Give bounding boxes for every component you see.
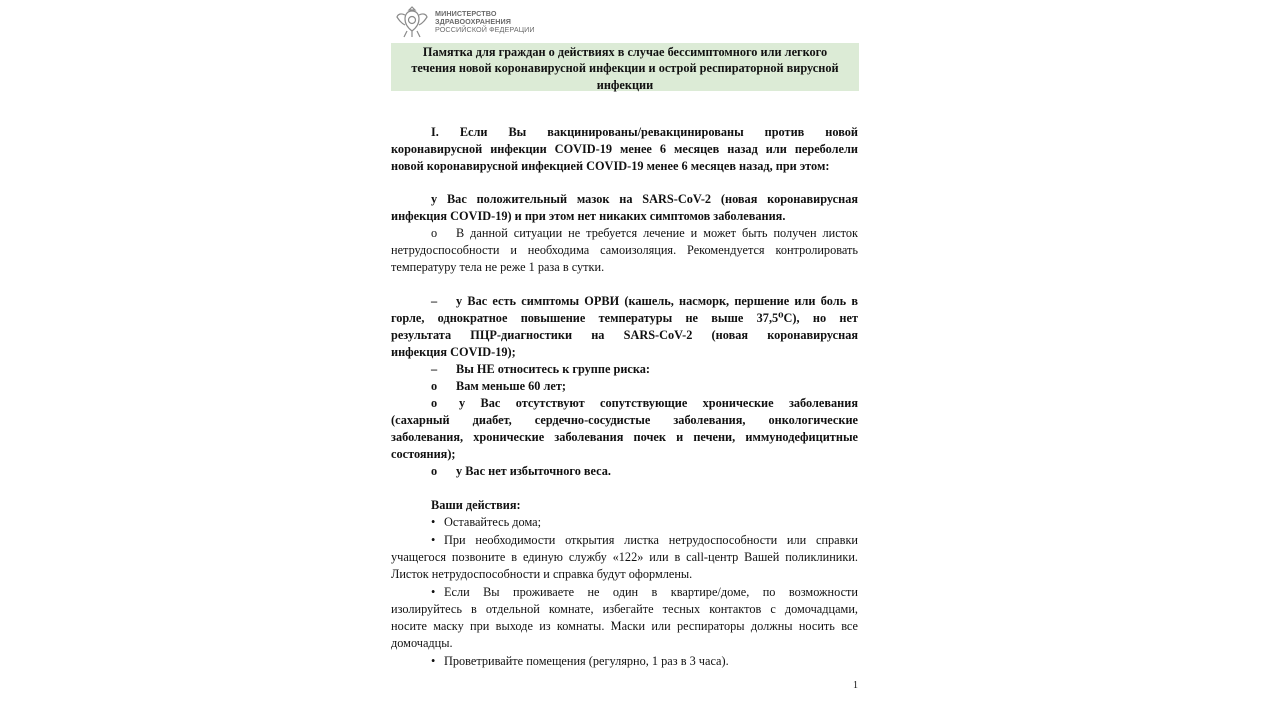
risk-chronic-line-1: у Вас отсутствуют сопутствующие хронические заболевания — [459, 396, 858, 410]
action-3-line-4: домочадцы. — [391, 636, 453, 650]
ministry-line-1: МИНИСТЕРСТВО — [435, 9, 497, 18]
action-1-bullet: • — [431, 515, 436, 529]
section-1-line-1: I. Если Вы вакцинированы/ревакцинированы против новой — [431, 125, 858, 139]
actions-heading-text: Ваши действия: — [431, 498, 521, 512]
title-line-1: Памятка для граждан о действиях в случае бессимптомного или легкого — [422, 45, 828, 59]
page-number: 1 — [853, 680, 858, 691]
risk-weight-marker: o — [431, 464, 438, 478]
risk-chronic-marker: o — [431, 396, 438, 410]
case-2-line-2: горле, однократное повышение температуры не выше 37,5⁰С), но нет — [391, 311, 858, 325]
double-headed-eagle-emblem-icon — [395, 3, 429, 41]
title-line-2: течения новой коронавирусной инфекции и острой респираторной вирусной — [411, 61, 839, 76]
case-1-note-line-2: нетрудоспособности и необходима самоизоляция. Рекомендуется контролировать — [391, 243, 858, 257]
case-1-line-2: инфекция COVID-19) и при этом нет никаких симптомов заболевания. — [391, 209, 786, 223]
risk-chronic-line-4: состояния); — [391, 447, 456, 461]
risk-item-chronic — [391, 395, 858, 463]
action-3 — [391, 584, 858, 652]
action-4-bullet: • — [431, 654, 436, 668]
action-4 — [391, 653, 858, 670]
actions-heading — [391, 497, 858, 514]
risk-chronic-line-2: (сахарный диабет, сердечно-сосудистые заболевания, онкологические — [391, 413, 858, 427]
risk-age-text: Вам меньше 60 лет; — [456, 379, 566, 393]
case-2-marker: – — [431, 294, 438, 308]
risk-group-text: Вы НЕ относитесь к группе риска: — [456, 362, 650, 376]
action-3-bullet: • — [431, 585, 436, 599]
case-1-note — [391, 225, 858, 276]
action-1 — [391, 514, 858, 531]
action-3-line-1: Если Вы проживаете не один в квартире/доме, по возможности — [444, 585, 858, 599]
action-2-line-2: учащегося позвоните в единую службу «122» или в call-центр Вашей поликлиники. — [391, 550, 858, 564]
action-2-line-3: Листок нетрудоспособности и справка будут оформлены. — [391, 567, 693, 581]
section-1-line-3: новой коронавирусной инфекцией COVID-19 менее 6 месяцев назад, при этом: — [391, 159, 830, 173]
section-1-heading — [391, 124, 858, 175]
action-2-line-1: При необходимости открытия листка нетрудоспособности или справки — [444, 533, 858, 547]
ministry-logo — [395, 3, 535, 41]
title-line-3: инфекции — [596, 77, 654, 92]
action-2-bullet: • — [431, 533, 436, 547]
action-4-text: Проветривайте помещения (регулярно, 1 раз в 3 часа). — [444, 654, 729, 668]
case-1-line-1: у Вас положительный мазок на SARS-CoV-2 (новая коронавирусная — [431, 192, 858, 206]
case-1-note-line-3: температуру тела не реже 1 раза в сутки. — [391, 260, 605, 274]
risk-chronic-line-3: заболевания, хронические заболевания почек и печени, иммунодефицитные — [391, 430, 858, 444]
case-2-text — [391, 293, 858, 361]
case-1-text — [391, 191, 858, 225]
action-1-text: Оставайтесь дома; — [444, 515, 542, 529]
case-2-line-3: результата ПЦР-диагностики на SARS-CoV-2 (новая коронавирусная — [391, 328, 858, 342]
document-title — [391, 43, 859, 91]
action-3-line-3: носите маску при выходе из комнаты. Маски или респираторы должны носить все — [391, 619, 858, 633]
ministry-line-2: ЗДРАВООХРАНЕНИЯ — [435, 17, 512, 26]
document-page — [391, 0, 859, 706]
case-1-note-marker: o — [431, 226, 438, 240]
risk-group-heading — [391, 361, 858, 378]
section-1-line-2: коронавирусной инфекции COVID-19 менее 6 месяцев назад или переболели — [391, 142, 858, 156]
risk-group-marker: – — [431, 362, 438, 376]
case-2-line-4: инфекция COVID-19); — [391, 345, 516, 359]
ministry-line-3: РОССИЙСКОЙ ФЕДЕРАЦИИ — [435, 25, 535, 34]
risk-item-age — [391, 378, 858, 395]
action-3-line-2: изолируйтесь в отдельной комнате, избегайте тесных контактов с домочадцами, — [391, 602, 858, 616]
ministry-name — [435, 10, 535, 34]
case-1-note-line-1: В данной ситуации не требуется лечение и может быть получен листок — [456, 226, 858, 240]
risk-item-weight — [391, 463, 858, 480]
risk-weight-text: у Вас нет избыточного веса. — [456, 464, 611, 478]
case-2-line-1: у Вас есть симптомы ОРВИ (кашель, насморк, першение или боль в — [456, 294, 858, 308]
action-2 — [391, 532, 858, 583]
risk-age-marker: o — [431, 379, 438, 393]
